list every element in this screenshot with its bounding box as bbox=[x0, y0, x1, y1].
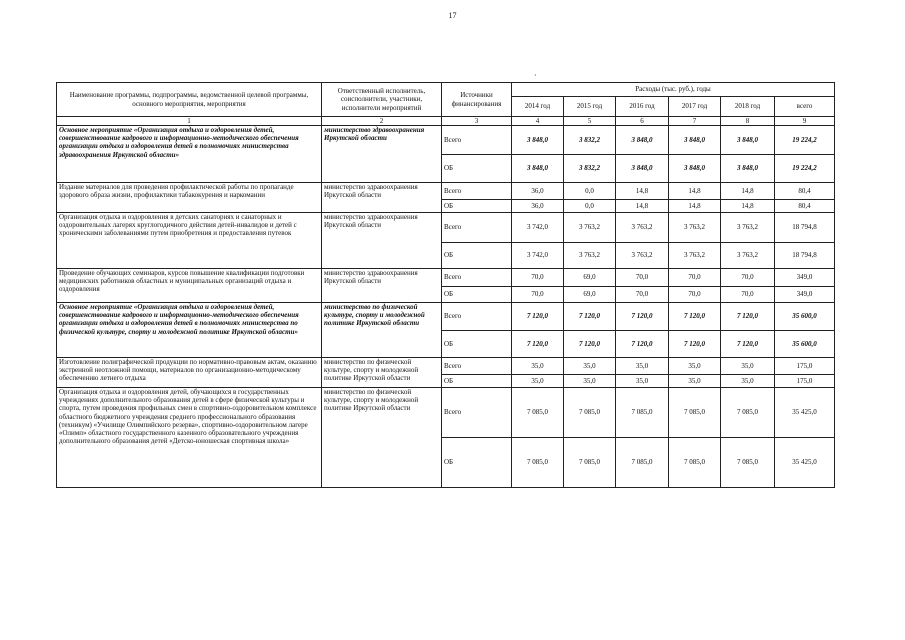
value-cell: 3 848,0 bbox=[616, 126, 669, 155]
row-responsible: министерство здравоохранения Иркутской области bbox=[322, 126, 442, 183]
row-name: Основное мероприятие «Организация отдыха и оздоровления детей, совершенствование кадрового и информационно-методического обеспечения организации отдыха и оздоровления детей в полномочиях министерства по физической культуре, спорту и молодежной политике Иркутской области» bbox=[57, 303, 322, 358]
value-cell: 70,0 bbox=[721, 287, 775, 303]
row-name: Организация отдыха и оздоровления в детских санаториях и санаторных и оздоровительных лагерях круглогодичного действия детей-инвалидов и детей с хроническими заболеваниями путем приобретения и предоставления путевок bbox=[57, 213, 322, 269]
value-cell: 7 085,0 bbox=[564, 438, 616, 488]
row-name: Организация отдыха и оздоровления детей, обучающихся в государственных учреждениях дополнительного образования детей в сфере физической культуры и спорта, путем проведения профильных смен в спортивно-оздоровительном комплексе областного бюджетного учреждения среднего профессионального образования (техникум) «Училище Олимпийского резерва», спортивно-оздоровительном лагере «Олимп» областного государственного казенного образовательного учреждения дополнительного образования детей «Детско-юношеская спортивная школа» bbox=[57, 388, 322, 488]
value-cell: 3 763,2 bbox=[564, 213, 616, 243]
value-cell: 14,8 bbox=[721, 200, 775, 213]
table-row bbox=[57, 126, 835, 155]
value-cell: 7 085,0 bbox=[721, 388, 775, 438]
value-cell: 14,8 bbox=[669, 200, 721, 213]
row-source: ОБ bbox=[442, 155, 512, 183]
header-total: всего bbox=[775, 97, 835, 117]
value-cell: 35,0 bbox=[721, 358, 775, 375]
header-responsible: Ответственный исполнитель, соисполнители, участники, исполнители мероприятий bbox=[322, 83, 442, 117]
value-cell: 3 763,2 bbox=[721, 243, 775, 269]
value-cell: 70,0 bbox=[721, 269, 775, 287]
row-source: ОБ bbox=[442, 200, 512, 213]
value-cell: 7 120,0 bbox=[669, 303, 721, 331]
table-row bbox=[57, 269, 835, 287]
page-number: 17 bbox=[448, 11, 457, 20]
value-cell: 7 120,0 bbox=[721, 303, 775, 331]
value-cell: 70,0 bbox=[669, 287, 721, 303]
row-responsible: министерство здравоохранения Иркутской области bbox=[322, 269, 442, 303]
header-year: 2017 год bbox=[669, 97, 721, 117]
value-cell: 175,0 bbox=[775, 358, 835, 375]
table-row bbox=[57, 303, 835, 331]
value-cell: 80,4 bbox=[775, 183, 835, 200]
value-cell: 7 120,0 bbox=[669, 331, 721, 358]
value-cell: 7 085,0 bbox=[669, 438, 721, 488]
value-cell: 349,0 bbox=[775, 287, 835, 303]
row-source: Всего bbox=[442, 388, 512, 438]
row-source: Всего bbox=[442, 213, 512, 243]
value-cell: 3 848,0 bbox=[669, 126, 721, 155]
expenses-table bbox=[56, 82, 835, 488]
value-cell: 3 742,0 bbox=[512, 213, 564, 243]
value-cell: 35,0 bbox=[616, 375, 669, 388]
row-source: ОБ bbox=[442, 331, 512, 358]
row-source: ОБ bbox=[442, 287, 512, 303]
table-row bbox=[57, 213, 835, 243]
value-cell: 70,0 bbox=[512, 269, 564, 287]
value-cell: 14,8 bbox=[721, 183, 775, 200]
value-cell: 0,0 bbox=[564, 200, 616, 213]
row-source: Всего bbox=[442, 126, 512, 155]
value-cell: 3 848,0 bbox=[616, 155, 669, 183]
table-row bbox=[57, 388, 835, 438]
value-cell: 3 848,0 bbox=[512, 126, 564, 155]
row-source: Всего bbox=[442, 303, 512, 331]
table-row bbox=[57, 358, 835, 375]
value-cell: 35,0 bbox=[721, 375, 775, 388]
value-cell: 35,0 bbox=[512, 358, 564, 375]
row-name: Основное мероприятие «Организация отдыха и оздоровления детей, совершенствование кадрового и информационно-методического обеспечения организации отдыха и оздоровления детей в полномочиях министерства здравоохранения Иркутской области» bbox=[57, 126, 322, 183]
row-responsible: министерство по физической культуре, спорту и молодежной политике Иркутской области bbox=[322, 388, 442, 488]
value-cell: 70,0 bbox=[669, 269, 721, 287]
value-cell: 69,0 bbox=[564, 287, 616, 303]
value-cell: 18 794,8 bbox=[775, 243, 835, 269]
value-cell: 3 763,2 bbox=[669, 213, 721, 243]
value-cell: 14,8 bbox=[616, 200, 669, 213]
row-responsible: министерство здравоохранения Иркутской области bbox=[322, 213, 442, 269]
value-cell: 35,0 bbox=[564, 375, 616, 388]
value-cell: 70,0 bbox=[512, 287, 564, 303]
value-cell: 36,0 bbox=[512, 200, 564, 213]
value-cell: 7 085,0 bbox=[669, 388, 721, 438]
value-cell: 3 832,2 bbox=[564, 126, 616, 155]
value-cell: 35 425,0 bbox=[775, 388, 835, 438]
value-cell: 7 085,0 bbox=[512, 438, 564, 488]
value-cell: 7 085,0 bbox=[564, 388, 616, 438]
value-cell: 175,0 bbox=[775, 375, 835, 388]
value-cell: 7 085,0 bbox=[512, 388, 564, 438]
table-row bbox=[57, 183, 835, 200]
value-cell: 7 120,0 bbox=[721, 331, 775, 358]
value-cell: 3 763,2 bbox=[669, 243, 721, 269]
row-name: Изготовление полиграфической продукции по нормативно-правовым актам, оказанию экстренной неотложной помощи, материалов по организационно-методическому обеспечению летнего отдыха bbox=[57, 358, 322, 388]
value-cell: 35 425,0 bbox=[775, 438, 835, 488]
value-cell: 35 600,0 bbox=[775, 303, 835, 331]
value-cell: 7 120,0 bbox=[616, 303, 669, 331]
index-cell: 4 bbox=[512, 117, 564, 126]
value-cell: 7 120,0 bbox=[512, 303, 564, 331]
value-cell: 35,0 bbox=[616, 358, 669, 375]
row-source: ОБ bbox=[442, 243, 512, 269]
value-cell: 3 848,0 bbox=[721, 155, 775, 183]
value-cell: 3 763,2 bbox=[616, 213, 669, 243]
value-cell: 0,0 bbox=[564, 183, 616, 200]
value-cell: 3 742,0 bbox=[512, 243, 564, 269]
index-cell: 6 bbox=[616, 117, 669, 126]
value-cell: 19 224,2 bbox=[775, 155, 835, 183]
value-cell: 3 763,2 bbox=[616, 243, 669, 269]
row-responsible: министерство по физической культуре, спорту и молодежной политике Иркутской области bbox=[322, 303, 442, 358]
value-cell: 3 848,0 bbox=[512, 155, 564, 183]
index-cell: 3 bbox=[442, 117, 512, 126]
header-name: Наименование программы, подпрограммы, ведомственной целевой программы, основного мероприятия, мероприятия bbox=[57, 83, 322, 117]
value-cell: 36,0 bbox=[512, 183, 564, 200]
index-cell: 1 bbox=[57, 117, 322, 126]
value-cell: 35,0 bbox=[669, 358, 721, 375]
value-cell: 14,8 bbox=[669, 183, 721, 200]
header-expenses: Расходы (тыс. руб.), годы bbox=[512, 83, 835, 97]
index-row bbox=[57, 117, 835, 126]
header-source: Источники финансирования bbox=[442, 83, 512, 117]
row-name: Проведение обучающих семинаров, курсов повышение квалификации подготовки медицинских работников областных и муниципальных организаций отдыха и оздоровления bbox=[57, 269, 322, 303]
row-source: ОБ bbox=[442, 438, 512, 488]
header-year: 2015 год bbox=[564, 97, 616, 117]
value-cell: 19 224,2 bbox=[775, 126, 835, 155]
value-cell: 349,0 bbox=[775, 269, 835, 287]
value-cell: 7 120,0 bbox=[564, 303, 616, 331]
value-cell: 18 794,8 bbox=[775, 213, 835, 243]
index-cell: 5 bbox=[564, 117, 616, 126]
index-cell: 9 bbox=[775, 117, 835, 126]
value-cell: 80,4 bbox=[775, 200, 835, 213]
value-cell: 35,0 bbox=[669, 375, 721, 388]
value-cell: 3 763,2 bbox=[564, 243, 616, 269]
value-cell: 3 763,2 bbox=[721, 213, 775, 243]
value-cell: 35,0 bbox=[512, 375, 564, 388]
header-year: 2018 год bbox=[721, 97, 775, 117]
value-cell: 35,0 bbox=[564, 358, 616, 375]
row-responsible: министерство по физической культуре, спорту и молодежной политике Иркутской области bbox=[322, 358, 442, 388]
index-cell: 7 bbox=[669, 117, 721, 126]
row-source: ОБ bbox=[442, 375, 512, 388]
value-cell: 3 848,0 bbox=[669, 155, 721, 183]
value-cell: 7 120,0 bbox=[512, 331, 564, 358]
header-year: 2014 год bbox=[512, 97, 564, 117]
value-cell: 7 120,0 bbox=[564, 331, 616, 358]
value-cell: 70,0 bbox=[616, 287, 669, 303]
index-cell: 2 bbox=[322, 117, 442, 126]
header-year: 2016 год bbox=[616, 97, 669, 117]
value-cell: 69,0 bbox=[564, 269, 616, 287]
stray-mark: · bbox=[534, 71, 537, 80]
value-cell: 3 832,2 bbox=[564, 155, 616, 183]
value-cell: 70,0 bbox=[616, 269, 669, 287]
value-cell: 7 085,0 bbox=[616, 438, 669, 488]
value-cell: 3 848,0 bbox=[721, 126, 775, 155]
value-cell: 14,8 bbox=[616, 183, 669, 200]
value-cell: 7 085,0 bbox=[616, 388, 669, 438]
row-source: Всего bbox=[442, 183, 512, 200]
row-name: Издание материалов для проведения профилактической работы по пропаганде здорового образа жизни, профилактики табакокурения и наркомании bbox=[57, 183, 322, 213]
index-cell: 8 bbox=[721, 117, 775, 126]
row-source: Всего bbox=[442, 269, 512, 287]
value-cell: 35 600,0 bbox=[775, 331, 835, 358]
row-responsible: министерство здравоохранения Иркутской области bbox=[322, 183, 442, 213]
value-cell: 7 120,0 bbox=[616, 331, 669, 358]
value-cell: 7 085,0 bbox=[721, 438, 775, 488]
row-source: Всего bbox=[442, 358, 512, 375]
